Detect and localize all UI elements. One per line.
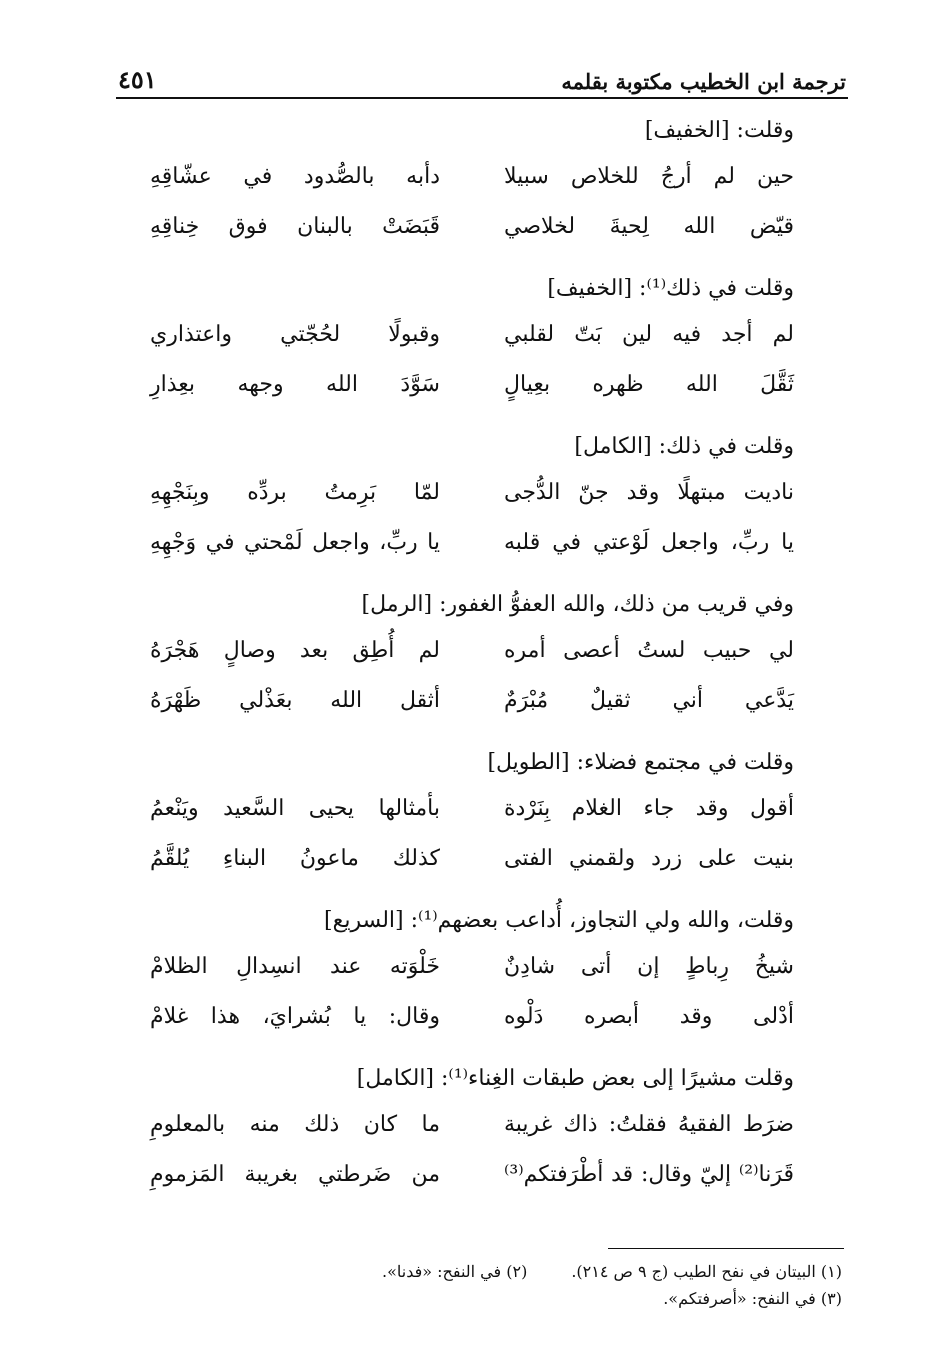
poem-intro: وقلت: [الخفيف] bbox=[644, 118, 794, 143]
header-rule bbox=[116, 97, 848, 99]
second-hemistich: أثقل الله بعَذْلي ظَهْرَهُ bbox=[150, 688, 440, 713]
second-hemistich: وقبولًا لحُجّتي واعتذاري bbox=[150, 322, 440, 347]
poem-body bbox=[150, 110, 794, 1200]
verse-line bbox=[150, 676, 794, 726]
footnote-row bbox=[150, 1285, 842, 1312]
second-hemistich: كذلك ماعونُ البناءِ يُلقَّمُ bbox=[150, 846, 440, 871]
second-hemistich: دأبه بالصُّدود في عشّاقِهِ bbox=[150, 164, 440, 189]
second-hemistich: وقال: يا بُشرايَ، هذا غلامْ bbox=[150, 1004, 440, 1029]
verse-line bbox=[150, 992, 794, 1042]
verse-line bbox=[150, 1150, 794, 1200]
footnote: (٢) في النفح: «فدنا». bbox=[382, 1262, 528, 1281]
first-hemistich: قيّض الله لِحيةَ لخلاصي bbox=[504, 214, 794, 239]
second-hemistich: ما كان ذلك منه بالمعلومِ bbox=[150, 1112, 440, 1137]
page-number: ٤٥١ bbox=[118, 65, 157, 94]
first-hemistich: ناديت مبتهلًا وقد جنّ الدُّجى bbox=[504, 480, 794, 505]
first-hemistich: يا ربِّ، واجعل لَوْعتي في قلبه bbox=[504, 530, 794, 555]
second-hemistich: خَلْوَته عند انسِدالِ الظلامْ bbox=[150, 954, 440, 979]
footnote-row bbox=[150, 1258, 842, 1285]
second-hemistich: قَبَضَتْ بالبنان فوق خِناقِهِ bbox=[150, 214, 440, 239]
verse-line bbox=[150, 626, 794, 676]
footnote-rule bbox=[608, 1248, 844, 1249]
first-hemistich: حين لم أرجُ للخلاص سبيلا bbox=[504, 164, 794, 189]
first-hemistich: قَرَنا⁽²⁾ إليّ وقال: قد أطْرَفتكم⁽³⁾ bbox=[504, 1162, 794, 1187]
verse-line bbox=[150, 518, 794, 568]
first-hemistich: بنيت على زرد ولقمني الفتى bbox=[504, 846, 794, 871]
footnotes bbox=[150, 1258, 842, 1312]
first-hemistich: ثَقَّلَ الله ظهره بعِيالٍ bbox=[504, 372, 794, 397]
second-hemistich: لمّا بَرِمتُ بردِّه وبِنَجْهِهِ bbox=[150, 480, 440, 505]
first-hemistich: ضرَط الفقيهُ فقلتُ: ذاك غريبة bbox=[504, 1112, 794, 1137]
verse-line bbox=[150, 310, 794, 360]
poem-intro: وقلت في ذلك⁽¹⁾: [الخفيف] bbox=[547, 276, 794, 301]
first-hemistich: أدْلى وقد أبصره دَلْوه bbox=[504, 1004, 794, 1029]
first-hemistich: لي حبيب لستُ أعصى أمره bbox=[504, 638, 794, 663]
poem-intro: وقلت في مجتمع فضلاء: [الطويل] bbox=[487, 750, 794, 775]
first-hemistich: شيخُ رِباطٍ إن أتى شادِنٌ bbox=[504, 954, 794, 979]
verse-line bbox=[150, 942, 794, 992]
verse-line bbox=[150, 784, 794, 834]
first-hemistich: يَدَّعي أني ثقيلٌ مُبْرَمٌ bbox=[504, 688, 794, 713]
verse-line bbox=[150, 468, 794, 518]
verse-line bbox=[150, 1100, 794, 1150]
poem-intro: وقلت مشيرًا إلى بعض طبقات الغِناء⁽¹⁾: [الكامل] bbox=[356, 1066, 794, 1091]
second-hemistich: لم أُطِق بعد وصالٍ هَجْرَهُ bbox=[150, 638, 440, 663]
page-header bbox=[118, 58, 846, 94]
verse-line bbox=[150, 360, 794, 410]
footnote: (١) البيتان في نفح الطيب (ج ٩ ص ٢١٤). bbox=[571, 1262, 842, 1281]
verse-line bbox=[150, 834, 794, 884]
first-hemistich: لم أجد فيه لين بَتّ لقلبي bbox=[504, 322, 794, 347]
first-hemistich: أقول وقد جاء الغلام بِنَرْدة bbox=[504, 796, 794, 821]
poem-intro: وفي قريب من ذلك، والله العفوُّ الغفور: [الرمل] bbox=[361, 592, 794, 617]
running-title: ترجمة ابن الخطيب مكتوبة بقلمه bbox=[561, 69, 846, 94]
poem-intro: وقلت، والله ولي التجاوز، أُداعب بعضهم⁽¹⁾: [السريع] bbox=[324, 908, 794, 933]
footnote: (٣) في النفح: «أصرفتكم». bbox=[663, 1289, 842, 1308]
verse-line bbox=[150, 152, 794, 202]
poem-intro: وقلت في ذلك: [الكامل] bbox=[574, 434, 794, 459]
second-hemistich: سَوَّدَ الله وجهه بعِذارِ bbox=[150, 372, 440, 397]
second-hemistich: من ضَرطتي بغريبة المَزمومِ bbox=[150, 1162, 440, 1187]
second-hemistich: بأمثالها يحيى السَّعيد ويَنْعمُ bbox=[150, 796, 440, 821]
verse-line bbox=[150, 202, 794, 252]
second-hemistich: يا ربِّ، واجعل لَمْحتي في وَجْهِهِ bbox=[150, 530, 440, 555]
